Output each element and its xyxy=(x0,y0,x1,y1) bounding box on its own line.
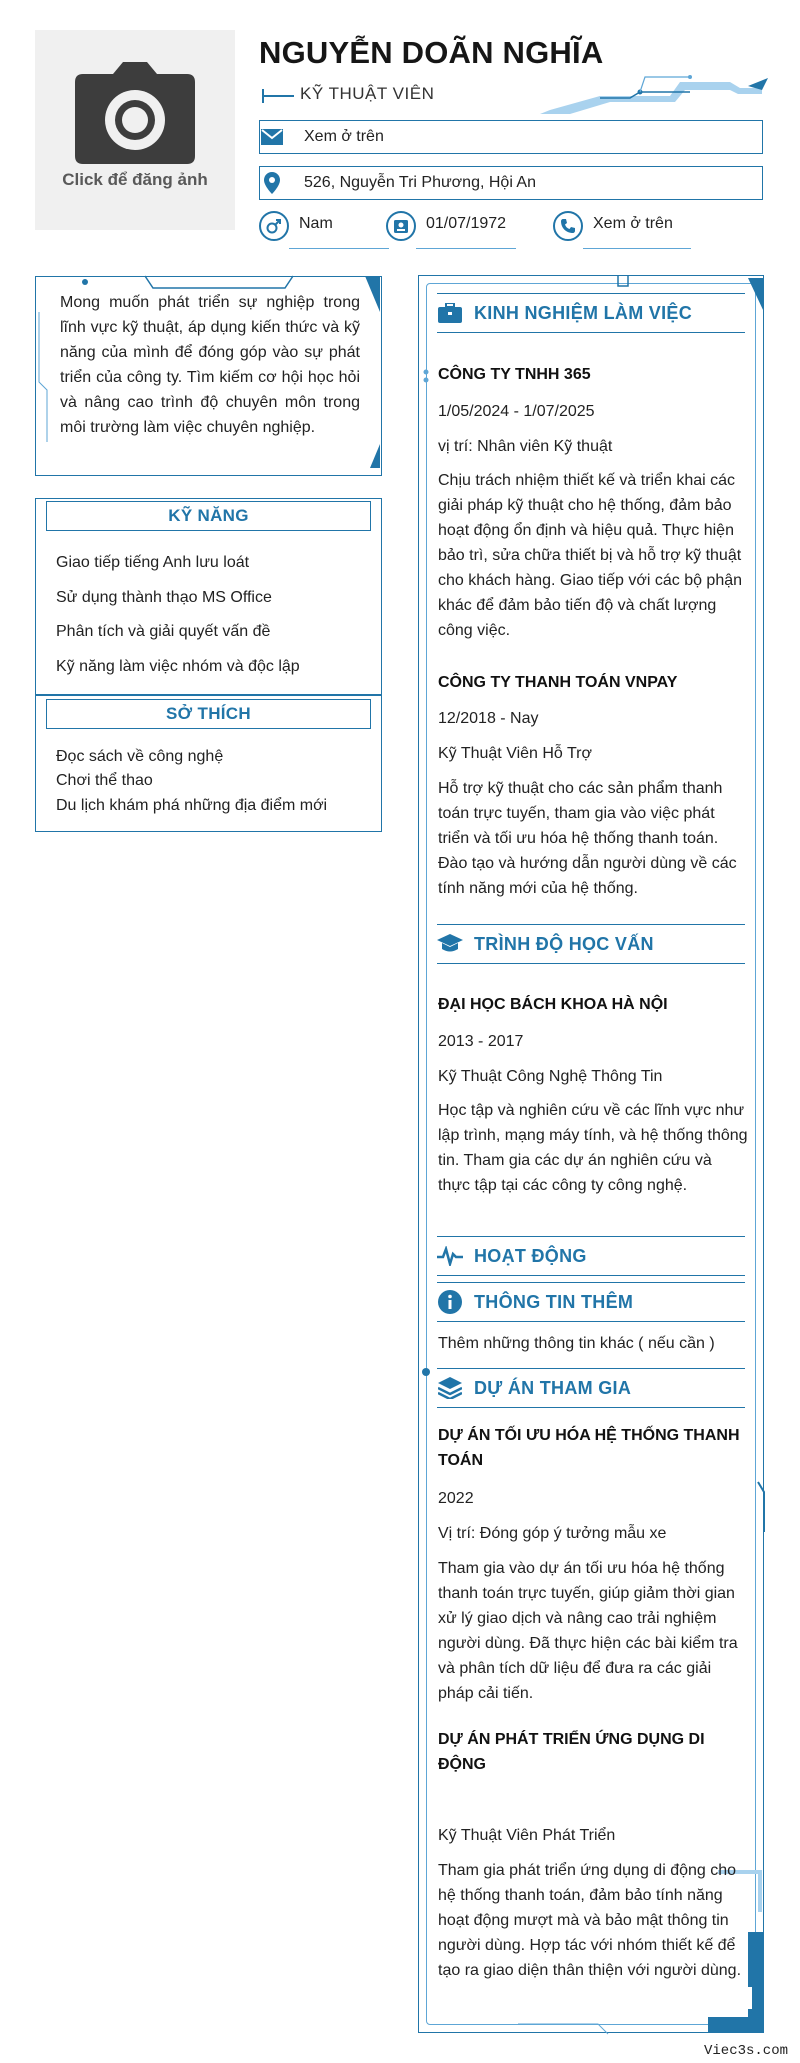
skills-section xyxy=(35,498,382,696)
project-desc: Tham gia phát triển ứng dụng di động cho hệ thống thanh toán, đảm bảo tính năng hoạt động mượt mà và bảo mật thông tin người dùng. Hợp tác với nhóm thiết kế để tạo ra giao diện thân thiện với người dùng. xyxy=(438,1862,742,1979)
email-field[interactable] xyxy=(259,120,763,154)
projects-title: DỰ ÁN THAM GIA xyxy=(474,1378,632,1398)
objective-text: Mong muốn phát triển sự nghiệp trong lĩnh vực kỹ thuật, áp dụng kiến thức và kỹ năng của mình để đóng góp vào sự phát triển của công ty. Tìm kiếm cơ hội học hỏi và nâng cao trình độ chuyên môn trong môi trường làm việc chuyên nghiệp. xyxy=(60,294,360,436)
phone-icon xyxy=(553,211,583,241)
additional-text: Thêm những thông tin khác ( nếu cần ) xyxy=(438,1335,715,1352)
exp-period: 12/2018 - Nay xyxy=(438,710,539,727)
avatar-upload[interactable] xyxy=(35,30,235,230)
skill-item: Sử dụng thành thạo MS Office xyxy=(56,589,272,606)
activities-title: HOẠT ĐỘNG xyxy=(474,1246,587,1266)
hobby-item: Chơi thể thao xyxy=(56,772,153,789)
hobby-item: Đọc sách về công nghệ xyxy=(56,748,224,765)
project-name: DỰ ÁN TỐI ƯU HÓA HỆ THỐNG THANH TOÁN xyxy=(438,1427,740,1469)
project-role: Kỹ Thuật Viên Phát Triển xyxy=(438,1827,616,1844)
additional-title: THÔNG TIN THÊM xyxy=(474,1292,634,1312)
hobbies-title: SỞ THÍCH xyxy=(46,699,371,729)
edu-desc: Học tập và nghiên cứu về các lĩnh vực như lập trình, mạng máy tính, và hệ thống thông tin. Tham gia các dự án nghiên cứu và thực tập tại các công ty công nghệ. xyxy=(438,1102,748,1194)
hobbies-section xyxy=(35,694,382,832)
email-value: Xem ở trên xyxy=(304,128,384,145)
map-pin-icon xyxy=(260,167,284,198)
project-year: 2022 xyxy=(438,1490,474,1507)
exp-company: CÔNG TY TNHH 365 xyxy=(438,366,591,383)
exp-role: vị trí: Nhân viên Kỹ thuật xyxy=(438,438,613,455)
edu-major: Kỹ Thuật Công Nghệ Thông Tin xyxy=(438,1068,663,1085)
exp-company: CÔNG TY THANH TOÁN VNPAY xyxy=(438,674,678,691)
birthday-underline xyxy=(416,248,516,249)
edu-period: 2013 - 2017 xyxy=(438,1033,524,1050)
project-desc: Tham gia vào dự án tối ưu hóa hệ thống thanh toán trực tuyến, giúp giảm thời gian xử lý giao dịch và nâng cao trải nghiệm người dùng. Đã thực hiện các bài kiểm tra và phân tích dữ liệu để đưa ra các giải pháp cải tiến. xyxy=(438,1560,738,1702)
education-title: TRÌNH ĐỘ HỌC VẤN xyxy=(474,934,654,954)
pulse-icon xyxy=(437,1244,463,1268)
edu-school: ĐẠI HỌC BÁCH KHOA HÀ NỘI xyxy=(438,996,668,1013)
envelope-icon xyxy=(260,121,284,152)
briefcase-icon xyxy=(437,301,463,325)
education-header xyxy=(437,924,745,964)
experience-header xyxy=(437,293,745,333)
exp-desc: Chịu trách nhiệm thiết kế và triển khai các giải pháp kỹ thuật cho hệ thống, đảm bảo hoạt động ổn định và hiệu quả. Thực hiện bảo trì, sửa chữa thiết bị và hỗ trợ kỹ thuật cho khách hàng. Giao tiếp với các bộ phận khác để đảm bảo tiến độ và chất lượng công việc. xyxy=(438,472,743,639)
experience-title: KINH NGHIỆM LÀM VIỆC xyxy=(474,303,693,323)
exp-role: Kỹ Thuật Viên Hỗ Trợ xyxy=(438,745,592,762)
address-value: 526, Nguyễn Tri Phương, Hội An xyxy=(304,174,536,191)
exp-period: 1/05/2024 - 1/07/2025 xyxy=(438,403,595,420)
header-decoration xyxy=(540,72,770,114)
layers-icon xyxy=(437,1376,463,1400)
info-icon xyxy=(437,1290,463,1314)
gender-icon xyxy=(259,211,289,241)
phone-value: Xem ở trên xyxy=(593,215,673,232)
exp-desc: Hỗ trợ kỹ thuật cho các sản phẩm thanh toán trực tuyến, tham gia vào việc phát triển và tối ưu hóa hệ thống thanh toán. Đào tạo và hướng dẫn người dùng về các tính năng mới của hệ thống. xyxy=(438,780,737,897)
camera-icon xyxy=(75,60,195,165)
hobby-item: Du lịch khám phá những địa điểm mới xyxy=(56,797,328,814)
skill-item: Kỹ năng làm việc nhóm và độc lập xyxy=(56,658,300,675)
gender-underline xyxy=(289,248,389,249)
skills-title: KỸ NĂNG xyxy=(46,501,371,531)
id-card-icon xyxy=(386,211,416,241)
job-title-line xyxy=(262,95,294,97)
project-name: DỰ ÁN PHÁT TRIỂN ỨNG DỤNG DI ĐỘNG xyxy=(438,1731,705,1773)
objective-frame-decoration xyxy=(35,272,385,482)
graduation-cap-icon xyxy=(437,932,463,956)
address-field[interactable] xyxy=(259,166,763,200)
project-role: Vị trí: Đóng góp ý tưởng mẫu xe xyxy=(438,1525,667,1542)
job-title: KỸ THUẬT VIÊN xyxy=(300,84,435,103)
footer-brand: Viec3s.com xyxy=(703,2043,788,2059)
birthday-value: 01/07/1972 xyxy=(426,215,507,232)
photo-caption: Click để đăng ảnh xyxy=(62,170,208,189)
skill-item: Phân tích và giải quyết vấn đề xyxy=(56,623,271,640)
additional-header xyxy=(437,1282,745,1322)
gender-value: Nam xyxy=(299,215,333,232)
projects-header xyxy=(437,1368,745,1408)
candidate-name: NGUYỄN DOÃN NGHĨA xyxy=(259,35,604,70)
skill-item: Giao tiếp tiếng Anh lưu loát xyxy=(56,554,250,571)
phone-underline xyxy=(583,248,691,249)
activities-header xyxy=(437,1236,745,1276)
